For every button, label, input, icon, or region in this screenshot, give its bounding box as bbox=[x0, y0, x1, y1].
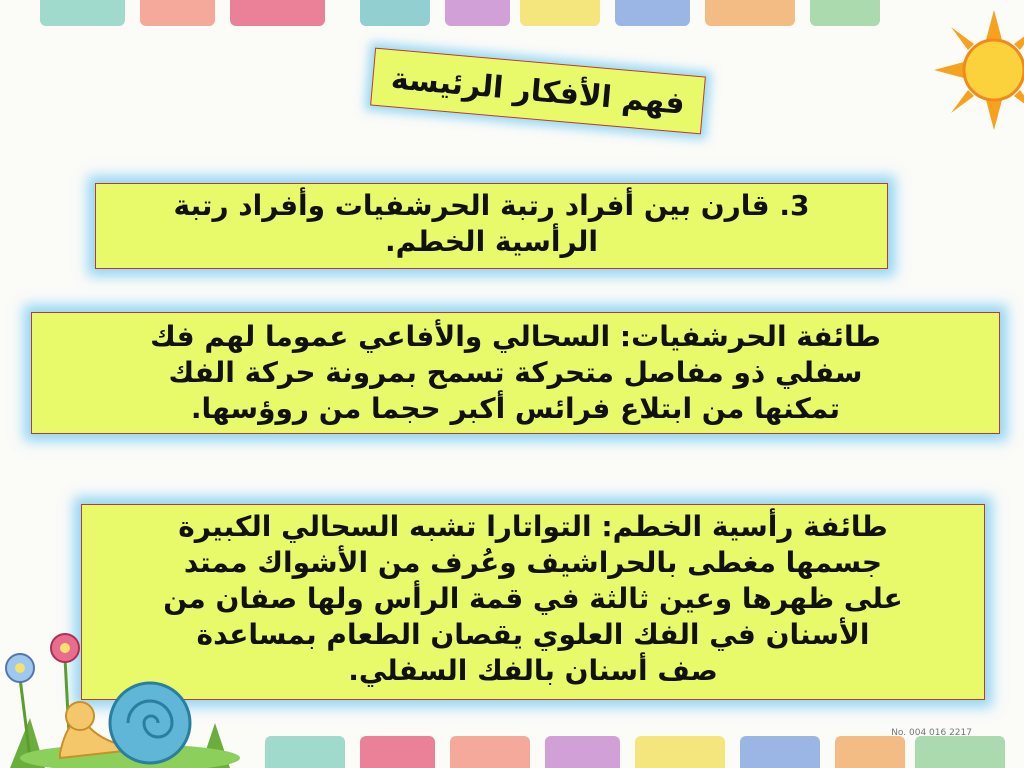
flower-tile-icon bbox=[265, 736, 345, 768]
answer-line: الأسنان في الفك العلوي يقصان الطعام بمساعدة bbox=[196, 618, 870, 651]
flower-tile-icon bbox=[450, 736, 530, 768]
title-box bbox=[370, 48, 706, 135]
question-line: الرأسية الخطم. bbox=[385, 225, 598, 258]
question-line: 3. قارن بين أفراد رتبة الحرشفيات وأفراد رتبة bbox=[173, 189, 810, 222]
flower-tile-icon bbox=[40, 0, 125, 26]
page-title: فهم الأفكار الرئيسة bbox=[389, 60, 687, 122]
flower-tile-icon bbox=[635, 736, 725, 768]
flower-tile-icon bbox=[445, 0, 510, 26]
flower-tile-icon bbox=[520, 0, 600, 26]
snail-icon bbox=[0, 608, 260, 768]
flower-tile-icon bbox=[810, 0, 880, 26]
answer-line: طائفة الحرشفيات: السحالي والأفاعي عموما لهم فك bbox=[150, 320, 881, 353]
flower-tile-icon bbox=[615, 0, 690, 26]
watermark: No. 004 016 2217 bbox=[891, 728, 972, 738]
flower-tile-icon bbox=[915, 736, 1005, 768]
flower-tile-icon bbox=[230, 0, 325, 26]
question-box bbox=[95, 183, 888, 269]
answer-line: طائفة رأسية الخطم: التواتارا تشبه السحالي الكبيرة bbox=[178, 510, 888, 543]
answer-line: تمكنها من ابتلاع فرائس أكبر حجما من روؤسها. bbox=[190, 392, 841, 425]
answer-line: على ظهرها وعين ثالثة في قمة الرأس ولها صفان من bbox=[163, 582, 903, 615]
answer-line: جسمها مغطى بالحراشيف وعُرف من الأشواك ممتد bbox=[183, 546, 883, 579]
flower-tile-icon bbox=[835, 736, 905, 768]
flower-tile-icon bbox=[360, 0, 430, 26]
answer-box-squamata bbox=[31, 312, 1000, 434]
answer-line: سفلي ذو مفاصل متحركة تسمح بمرونة حركة الفك bbox=[168, 356, 863, 389]
sun-icon bbox=[934, 10, 1024, 130]
flower-tile-icon bbox=[705, 0, 795, 26]
flower-tile-icon bbox=[360, 736, 435, 768]
flower-tile-icon bbox=[140, 0, 215, 26]
answer-line: صف أسنان بالفك السفلي. bbox=[348, 654, 718, 687]
flower-tile-icon bbox=[740, 736, 820, 768]
flower-tile-icon bbox=[545, 736, 620, 768]
